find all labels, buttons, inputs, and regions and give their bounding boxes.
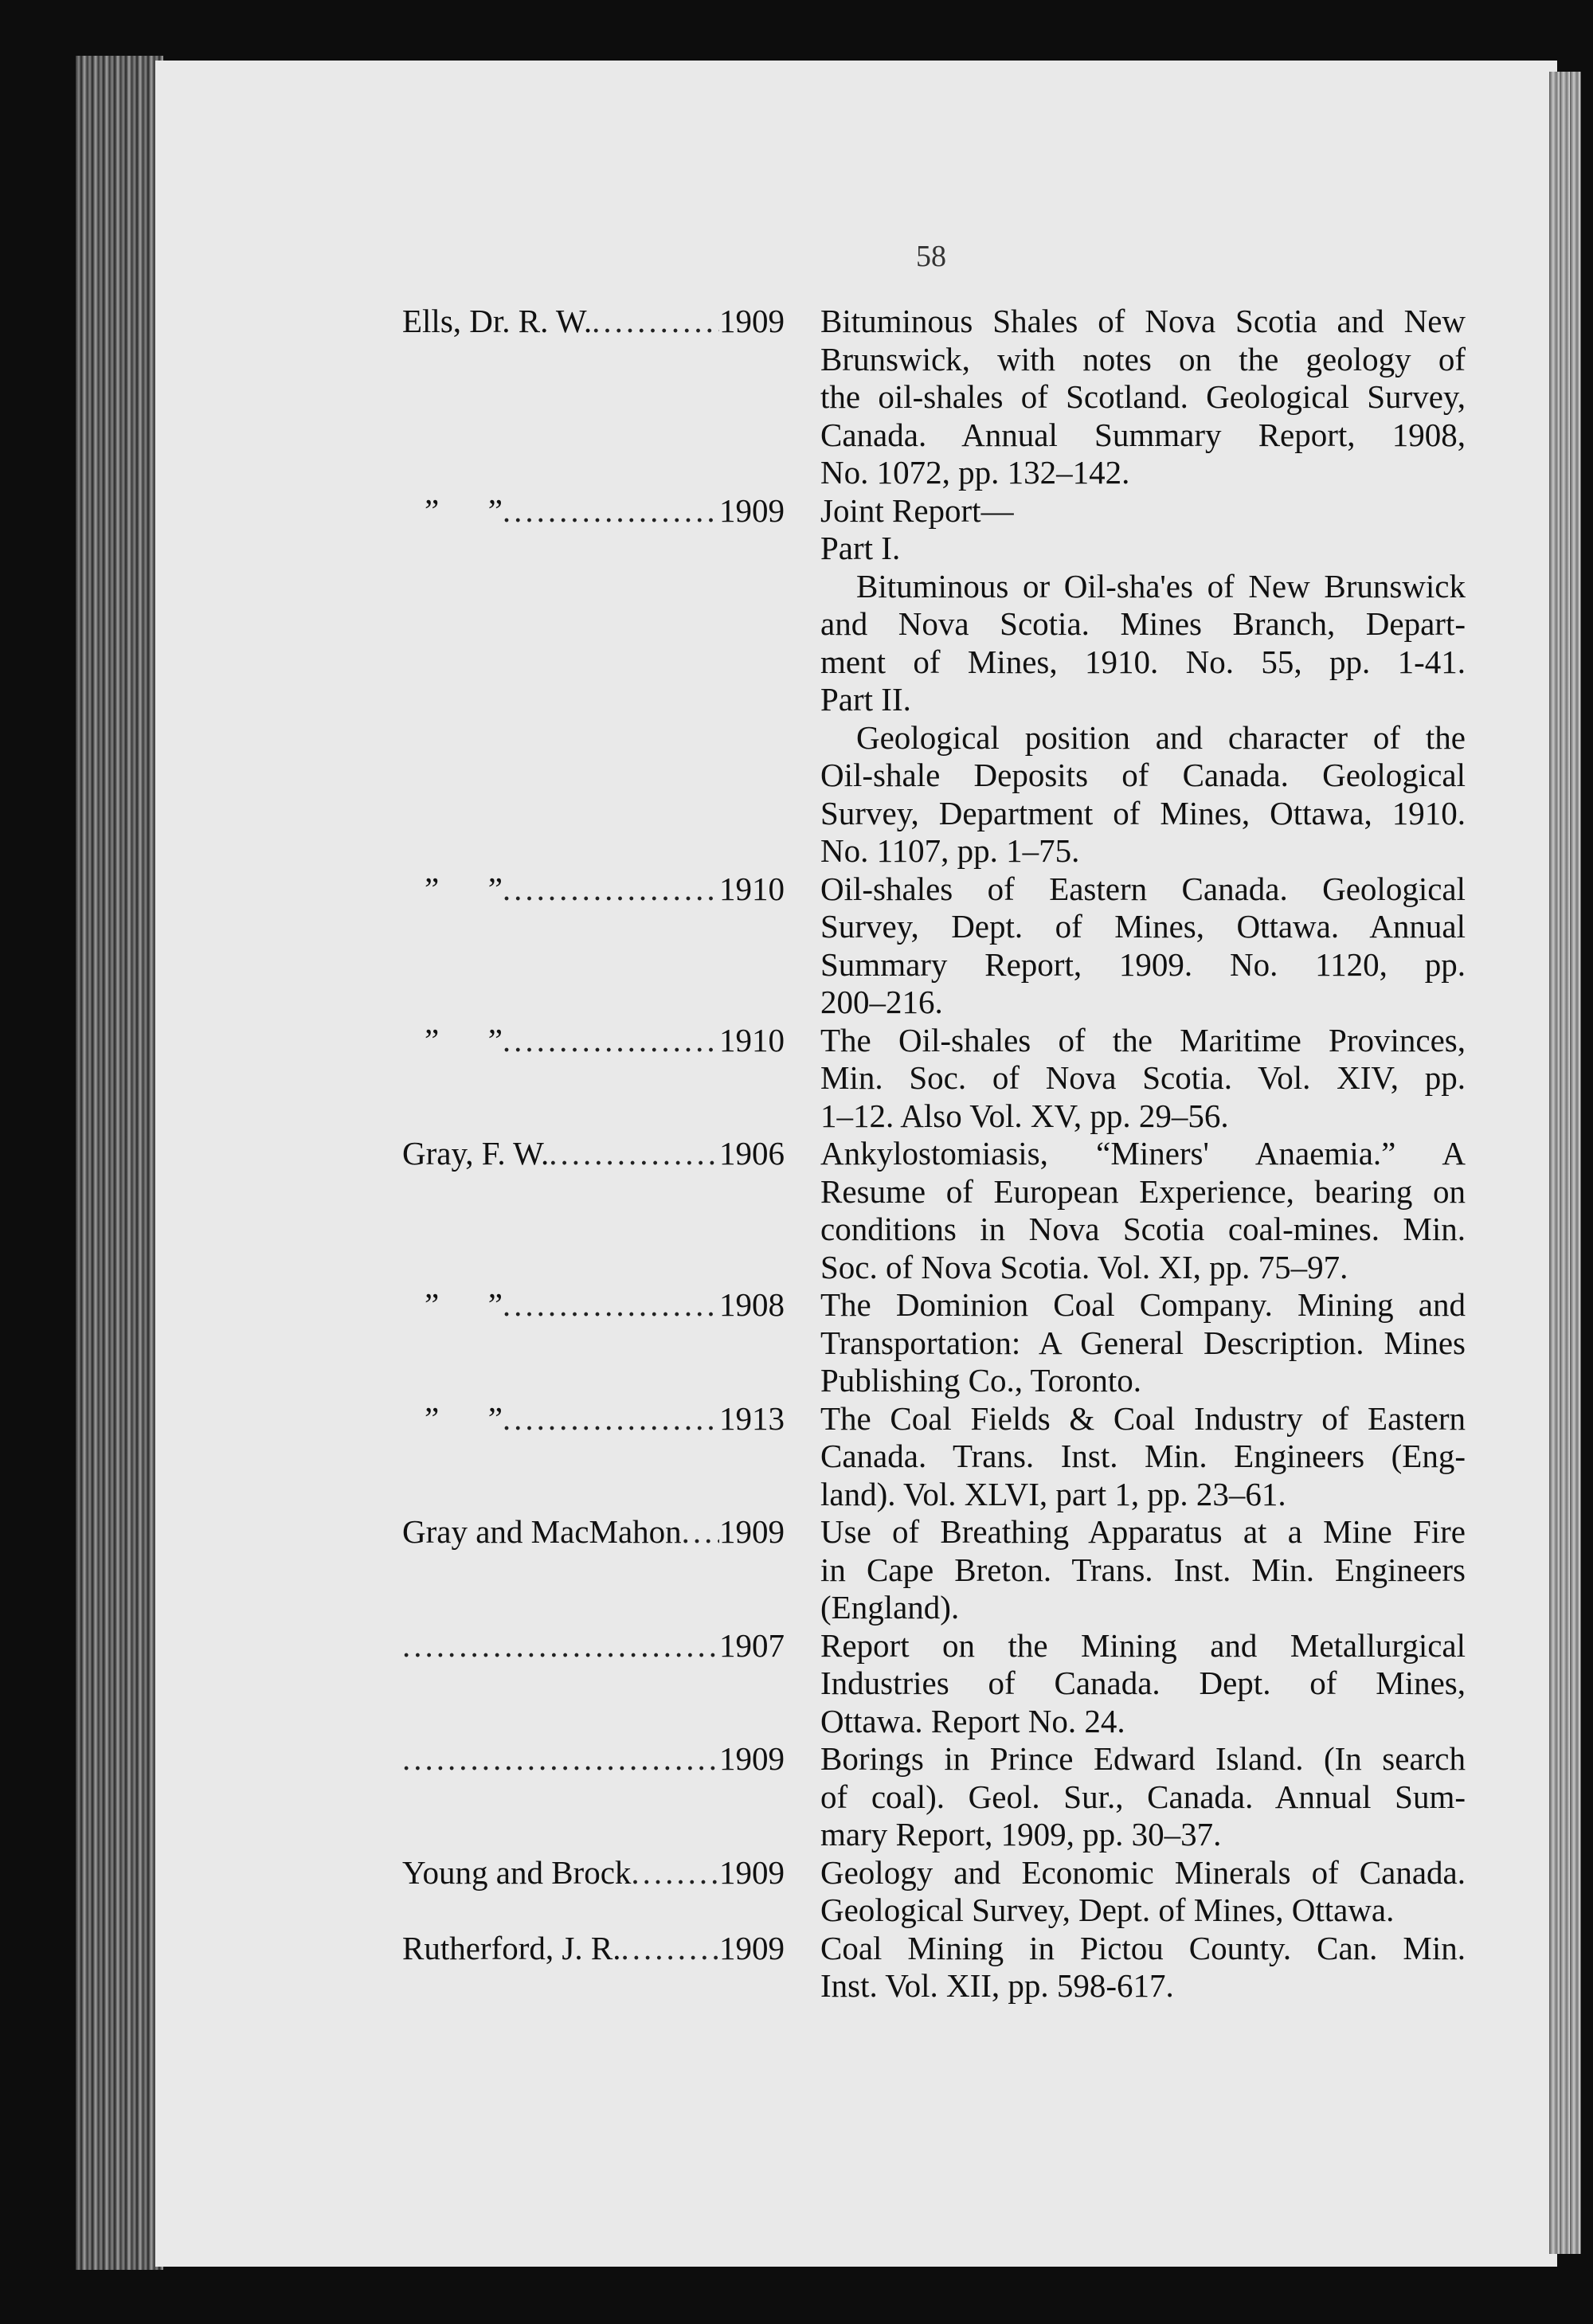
entry-citation xyxy=(820,492,1466,871)
entry-citation xyxy=(820,871,1466,1022)
bibliography-entry xyxy=(402,1022,1466,1136)
citation-line: Transportation: A General Description. Mines xyxy=(820,1324,1466,1361)
citation-line: The Coal Fields & Coal Industry of Eastern xyxy=(820,1399,1466,1437)
citation-line: Resume of European Experience, bearing on xyxy=(820,1172,1466,1210)
bibliography-entry xyxy=(402,1740,1466,1854)
citation-line: Summary Report, 1909. No. 1120, pp. xyxy=(820,945,1466,983)
entry-citation xyxy=(820,1740,1466,1854)
citation-line: Canada. Trans. Inst. Min. Engineers (Eng- xyxy=(820,1438,1466,1474)
citation-line: Soc. of Nova Scotia. Vol. XI, pp. 75–97. xyxy=(820,1248,1348,1285)
citation-line: mary Report, 1909, pp. 30–37. xyxy=(820,1816,1222,1853)
citation-line: Report on the Mining and Metallurgical xyxy=(820,1626,1466,1664)
citation-line: Use of Breathing Apparatus at a Mine Fire xyxy=(820,1513,1466,1550)
entry-year: 1909 xyxy=(719,1929,785,1966)
dot-leader xyxy=(402,1627,719,1741)
bibliography-entry xyxy=(402,1513,1466,1627)
entry-author: Rutherford, J. R. xyxy=(402,1929,621,1966)
citation-line: (England). xyxy=(820,1589,960,1626)
dot-leader xyxy=(503,871,719,1022)
citation-line: 200–216. xyxy=(820,984,943,1020)
entry-year: 1907 xyxy=(719,1626,785,1664)
citation-line: No. 1107, pp. 1–75. xyxy=(820,832,1080,869)
dot-leader xyxy=(620,1930,719,2005)
entry-year: 1908 xyxy=(719,1286,785,1323)
citation-line: 1–12. Also Vol. XV, pp. 29–56. xyxy=(820,1097,1229,1134)
entry-citation xyxy=(820,1513,1466,1627)
citation-line: Survey, Department of Mines, Ottawa, 1910. xyxy=(820,794,1466,831)
entry-year: 1913 xyxy=(719,1399,785,1437)
dot-leader xyxy=(682,1513,719,1627)
citation-line: Geology and Economic Minerals of Canada. xyxy=(820,1853,1466,1891)
bibliography-entry xyxy=(402,1135,1466,1286)
citation-line: Geological position and character of the xyxy=(856,718,1466,756)
citation-line: Min. Soc. of Nova Scotia. Vol. XIV, pp. xyxy=(820,1059,1466,1096)
bibliography-entry xyxy=(402,871,1466,1022)
citation-line: Brunswick, with notes on the geology of xyxy=(820,340,1466,378)
citation-line: Ankylostomiasis, “Miners' Anaemia.” A xyxy=(820,1135,1466,1172)
book-binding-edge xyxy=(76,56,163,2270)
citation-line: Coal Mining in Pictou County. Can. Min. xyxy=(820,1929,1466,1966)
entry-ditto-marks: ” ” xyxy=(425,491,503,529)
entry-ditto-marks: ” ” xyxy=(425,1286,503,1323)
entry-author: Gray and MacMahon xyxy=(402,1513,682,1550)
citation-line: Inst. Vol. XII, pp. 598-617. xyxy=(820,1967,1174,2004)
bibliography-entry xyxy=(402,492,1466,871)
dot-leader xyxy=(503,1400,719,1514)
bibliography-entry xyxy=(402,1400,1466,1514)
entry-citation xyxy=(820,1627,1466,1741)
entry-year: 1910 xyxy=(719,870,785,907)
citation-line: Part II. xyxy=(820,681,911,718)
citation-line: the oil-shales of Scotland. Geological Survey, xyxy=(820,378,1466,415)
entry-ditto-marks: ” ” xyxy=(425,1399,503,1437)
entry-year: 1909 xyxy=(719,1740,785,1777)
citation-line: Geological Survey, Dept. of Mines, Ottawa. xyxy=(820,1892,1395,1928)
citation-line: ment of Mines, 1910. No. 55, pp. 1-41. xyxy=(820,643,1466,680)
bibliography-entry xyxy=(402,1286,1466,1400)
dot-leader xyxy=(503,1022,719,1136)
dot-leader xyxy=(402,1740,719,1854)
bibliography-entry xyxy=(402,1627,1466,1741)
bibliography-list xyxy=(402,303,1466,2005)
entry-author-year xyxy=(402,1400,785,1514)
entry-author-year xyxy=(402,1286,785,1400)
entry-ditto-marks: ” ” xyxy=(425,1021,503,1058)
dot-leader xyxy=(549,1135,719,1286)
entry-author-year xyxy=(402,1022,785,1136)
entry-author-year xyxy=(402,1930,785,2005)
entry-citation xyxy=(820,1135,1466,1286)
citation-line: Oil-shales of Eastern Canada. Geological xyxy=(820,870,1466,907)
bibliography-entry xyxy=(402,303,1466,492)
citation-line: Canada. Annual Summary Report, 1908, xyxy=(820,416,1466,453)
entry-year: 1909 xyxy=(719,303,785,339)
citation-line: and Nova Scotia. Mines Branch, Depart- xyxy=(820,605,1466,642)
entry-year: 1906 xyxy=(719,1135,785,1172)
citation-line: Ottawa. Report No. 24. xyxy=(820,1702,1125,1739)
entry-year: 1909 xyxy=(719,491,785,529)
entry-citation xyxy=(820,1930,1466,2005)
page-stack-edge xyxy=(1549,72,1581,2254)
entry-author-year xyxy=(402,1513,785,1627)
entry-author-year xyxy=(402,871,785,1022)
citation-line: Borings in Prince Edward Island. (In search xyxy=(820,1740,1466,1777)
entry-citation xyxy=(820,1286,1466,1400)
dot-leader xyxy=(592,303,719,492)
entry-year: 1909 xyxy=(719,1513,785,1550)
entry-year: 1909 xyxy=(719,1853,785,1891)
citation-line: Bituminous or Oil-sha'es of New Brunswick xyxy=(856,567,1466,604)
citation-line: land). Vol. XLVI, part 1, pp. 23–61. xyxy=(820,1475,1286,1512)
dot-leader xyxy=(503,1286,719,1400)
citation-line: No. 1072, pp. 132–142. xyxy=(820,454,1130,491)
entry-author-year xyxy=(402,1135,785,1286)
citation-line: Bituminous Shales of Nova Scotia and New xyxy=(820,303,1466,339)
entry-year: 1910 xyxy=(719,1021,785,1058)
entry-author-year xyxy=(402,1627,785,1741)
entry-ditto-marks: ” ” xyxy=(425,870,503,907)
bibliography-entry xyxy=(402,1854,1466,1930)
entry-citation xyxy=(820,1400,1466,1514)
page-number: 58 xyxy=(916,240,946,273)
entry-citation xyxy=(820,1022,1466,1136)
entry-author: Young and Brock xyxy=(402,1853,632,1891)
dot-leader xyxy=(503,492,719,871)
citation-line: Oil-shale Deposits of Canada. Geological xyxy=(820,757,1466,793)
citation-line: Joint Report— xyxy=(820,491,1014,529)
entry-author: Gray, F. W. xyxy=(402,1135,550,1172)
citation-line: Part I. xyxy=(820,530,901,566)
citation-line: of coal). Geol. Sur., Canada. Annual Sum- xyxy=(820,1778,1466,1815)
citation-line: Industries of Canada. Dept. of Mines, xyxy=(820,1665,1466,1701)
entry-author: Ells, Dr. R. W. xyxy=(402,303,593,339)
citation-line: The Oil-shales of the Maritime Provinces, xyxy=(820,1021,1466,1058)
entry-author-year xyxy=(402,492,785,871)
entry-citation xyxy=(820,303,1466,492)
citation-line: in Cape Breton. Trans. Inst. Min. Engineers xyxy=(820,1551,1466,1588)
citation-line: Survey, Dept. of Mines, Ottawa. Annual xyxy=(820,908,1466,945)
citation-line: conditions in Nova Scotia coal-mines. Min. xyxy=(820,1211,1466,1247)
entry-author-year xyxy=(402,303,785,492)
dot-leader xyxy=(631,1854,719,1930)
entry-citation xyxy=(820,1854,1466,1930)
entry-author-year xyxy=(402,1740,785,1854)
entry-author-year xyxy=(402,1854,785,1930)
bibliography-entry xyxy=(402,1930,1466,2005)
citation-line: Publishing Co., Toronto. xyxy=(820,1362,1142,1399)
citation-line: The Dominion Coal Company. Mining and xyxy=(820,1286,1466,1323)
